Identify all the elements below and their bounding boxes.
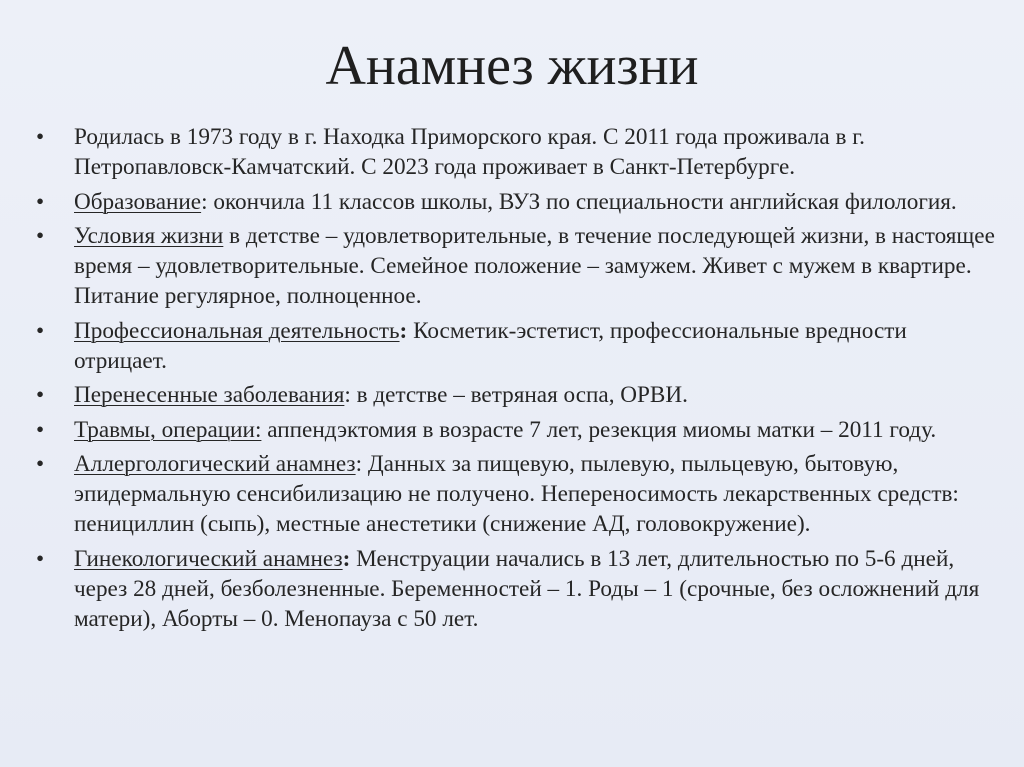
item-text: Данных за пищевую, пылевую, пыльцевую, бытовую, эпидермальную сенсибилизацию не получено. Непереносимость лекарственных средств: пенициллин (сыпь), местные анестетики (снижение АД, головокружение).	[74, 451, 959, 537]
bullet: •	[36, 382, 45, 408]
item-label: Гинекологический анамнез	[74, 545, 343, 572]
item-text: в детстве – ветряная оспа, ОРВИ.	[350, 382, 688, 408]
list-item-past-diseases	[36, 380, 996, 410]
slide-title: Анамнез жизни	[325, 35, 699, 97]
item-label: Перенесенные заболевания	[74, 382, 345, 408]
bullet: •	[36, 416, 45, 443]
item-separator: :	[399, 317, 408, 344]
item-text: в детстве – удовлетворительные, в течение последующей жизни, в настоящее время – удовлетворительные. Семейное положение – замужем. Живет с мужем в квартире. Питание регулярное, полноценное.	[74, 223, 995, 309]
list-item-birth	[36, 122, 996, 182]
item-text: Менструации начались в 13 лет, длительностью по 5-6 дней, через 28 дней, безболезненные. Беременностей – 1. Роды – 1 (срочные, без осложнений для матери), Аборты – 0. Менопауза с 50 лет.	[74, 545, 980, 632]
item-label: Травмы, операции:	[74, 416, 262, 443]
bullet: •	[36, 545, 45, 572]
item-text: аппендэктомия в возрасте 7 лет, резекция миомы матки – 2011 году.	[261, 416, 937, 443]
bullet: •	[36, 223, 45, 249]
list-item-education	[36, 187, 996, 217]
item-label: Профессиональная деятельность	[74, 317, 400, 344]
bullet: •	[36, 451, 45, 477]
item-label: Образование	[74, 188, 202, 215]
bullet: •	[36, 188, 45, 215]
list-item-living-conditions	[36, 221, 996, 311]
item-separator: :	[344, 382, 351, 408]
list-item-injuries-surgeries	[36, 415, 996, 445]
item-label: Аллергологический анамнез	[74, 451, 356, 477]
item-separator: :	[342, 545, 351, 572]
bullet: •	[36, 317, 45, 344]
item-text: Родилась в 1973 году в г. Находка Приморского края. С 2011 года проживала в г. Петропавловск-Камчатский. С 2023 года проживает в Санкт-Петербурге.	[74, 124, 865, 180]
bullet: •	[36, 124, 45, 150]
list-item-occupation	[36, 316, 996, 376]
anamnesis-list	[36, 122, 996, 638]
list-item-gynecological-history	[36, 544, 996, 634]
item-text: Косметик-эстетист, профессиональные вредности отрицает.	[74, 317, 907, 374]
item-separator: :	[201, 188, 208, 215]
item-text: окончила 11 классов школы, ВУЗ по специальности английская филология.	[207, 188, 957, 215]
item-label: Условия жизни	[74, 223, 224, 249]
item-separator: :	[355, 451, 363, 477]
list-item-allergy-history	[36, 449, 996, 539]
